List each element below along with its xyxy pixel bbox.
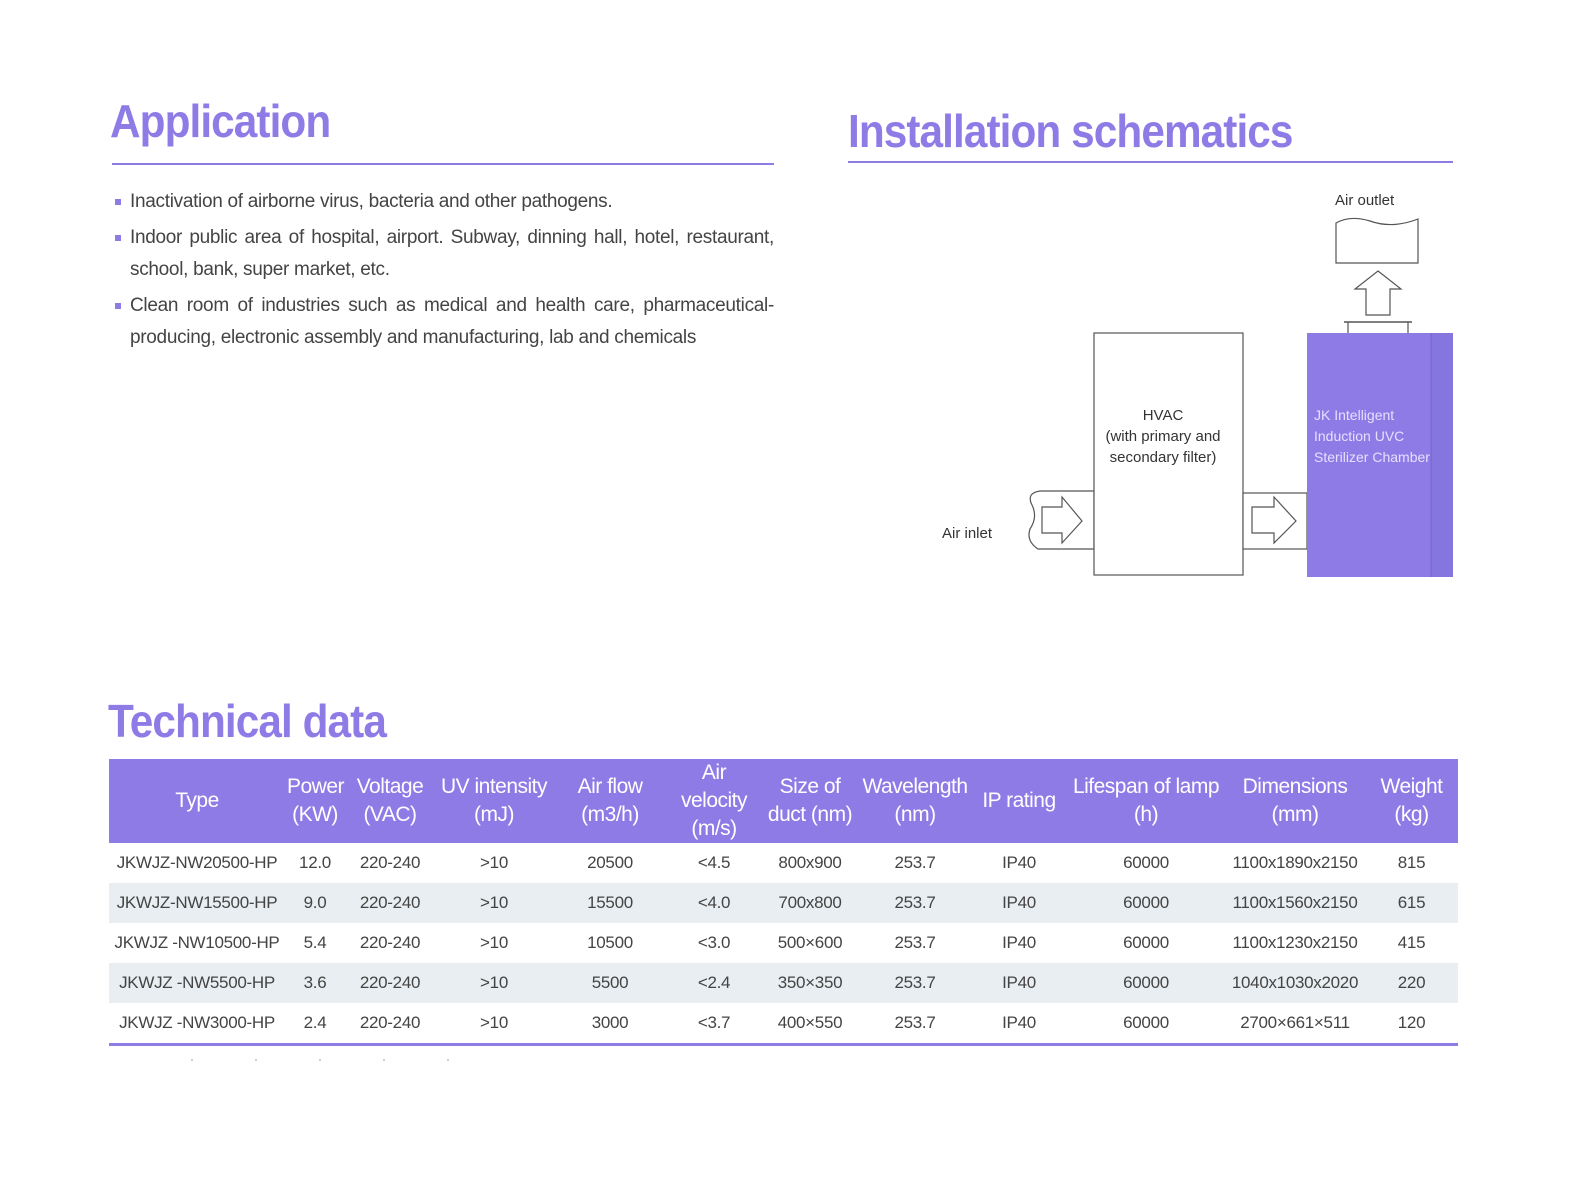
table-cell: JKWJZ -NW10500-HP	[114, 933, 280, 952]
table-cell: IP40	[1002, 853, 1036, 872]
table-cell: IP40	[971, 963, 1067, 1003]
application-bullet: Inactivation of airborne virus, bacteria and other pathogens.	[112, 186, 774, 218]
table-cell: 120	[1397, 1013, 1426, 1032]
technical-data-heading: Technical data	[108, 695, 386, 747]
table-cell: 253.7	[859, 883, 971, 923]
table-row	[109, 963, 1458, 1003]
air-outlet-hood	[1336, 218, 1418, 263]
table-cell: 1100x1890x2150	[1232, 853, 1358, 872]
table-body	[109, 843, 1458, 1045]
air-outlet-label: Air outlet	[1335, 192, 1395, 209]
table-cell: 2700×661×511	[1240, 1013, 1350, 1032]
table-cell: 220-240	[359, 1013, 421, 1032]
application-divider	[112, 163, 774, 165]
application-bullet: Clean room of industries such as medical and health care, pharmaceutical-producing, electronic assembly and manufacturing, lab and chemicals	[112, 290, 774, 354]
column-header: Dimensions (mm)	[1225, 759, 1365, 843]
table-cell: <2.4	[667, 963, 761, 1003]
table-cell: >10	[480, 1013, 508, 1032]
table-cell: >10	[480, 933, 508, 952]
table-cell: <4.5	[697, 853, 731, 872]
table-cell: <3.7	[697, 1013, 731, 1032]
hvac-label	[1088, 405, 1238, 468]
table-cell: 220-240	[345, 963, 435, 1003]
table-cell: 60000	[1067, 963, 1225, 1003]
installation-diagram-graphic	[930, 185, 1460, 605]
table-cell: 253.7	[894, 933, 936, 952]
table-cell: <4.0	[667, 883, 761, 923]
uvc-chamber-label: JK Intelligent Induction UVC Sterilizer Chamber	[1314, 407, 1430, 465]
table-cell: 400×550	[777, 1013, 843, 1032]
installation-diagram	[930, 185, 1460, 605]
table-cell: 15500	[553, 883, 667, 923]
table-cell: 60000	[1123, 853, 1169, 872]
table-cell: 253.7	[894, 853, 936, 872]
table-cell: 60000	[1123, 1013, 1169, 1032]
technical-data-table	[109, 759, 1458, 1046]
table-row	[109, 923, 1458, 963]
application-heading: Application	[110, 95, 331, 147]
table-row	[109, 883, 1458, 923]
hvac-subtitle: (with primary and secondary filter)	[1105, 428, 1221, 466]
footnote-dots	[160, 1058, 480, 1062]
table-cell: 1100x1230x2150	[1232, 933, 1358, 952]
table-row	[109, 843, 1458, 883]
table-row	[109, 1003, 1458, 1045]
table-cell: 1100x1560x2150	[1225, 883, 1365, 923]
table-cell: IP40	[971, 883, 1067, 923]
table-cell: JKWJZ-NW20500-HP	[116, 853, 278, 872]
column-header: Type	[109, 759, 285, 843]
column-header: Air velocity (m/s)	[667, 759, 761, 843]
table-cell: <3.0	[697, 933, 731, 952]
table-cell: >10	[435, 963, 553, 1003]
table-cell: 10500	[587, 933, 633, 952]
table-cell: >10	[480, 853, 508, 872]
table-cell: 5.4	[303, 933, 327, 952]
table-cell: 415	[1397, 933, 1426, 952]
table-cell: 1040x1030x2020	[1225, 963, 1365, 1003]
table-cell: JKWJZ -NW3000-HP	[119, 1013, 275, 1032]
table-cell: 500×600	[777, 933, 843, 952]
column-header: Air flow (m3/h)	[553, 759, 667, 843]
table-cell: 5500	[553, 963, 667, 1003]
table-cell: JKWJZ-NW15500-HP	[109, 883, 285, 923]
column-header: Lifespan of lamp (h)	[1067, 759, 1225, 843]
table-cell: 253.7	[859, 963, 971, 1003]
table-cell: IP40	[1002, 933, 1036, 952]
table-cell: 350×350	[761, 963, 859, 1003]
table-cell: 220-240	[345, 883, 435, 923]
hvac-title: HVAC	[1142, 407, 1184, 424]
table-cell: 615	[1365, 883, 1458, 923]
application-list	[112, 186, 774, 358]
table-cell: 3000	[591, 1013, 629, 1032]
uvc-chamber-side	[1431, 333, 1453, 577]
table-cell: 20500	[587, 853, 633, 872]
column-header: IP rating	[971, 759, 1067, 843]
table-cell: >10	[435, 883, 553, 923]
table-cell: 220-240	[359, 933, 421, 952]
table-cell: 60000	[1067, 883, 1225, 923]
table-cell: 700x800	[761, 883, 859, 923]
table-cell: 2.4	[303, 1013, 327, 1032]
schematics-heading: Installation schematics	[848, 105, 1293, 157]
column-header: Voltage (VAC)	[345, 759, 435, 843]
table-cell: IP40	[1002, 1013, 1036, 1032]
table-cell: JKWJZ -NW5500-HP	[109, 963, 285, 1003]
table-cell: 220-240	[359, 853, 421, 872]
table-cell: 220	[1365, 963, 1458, 1003]
arrow-up-icon	[1355, 271, 1401, 315]
table-cell: 815	[1397, 853, 1426, 872]
table-cell: 3.6	[285, 963, 345, 1003]
table-header-row	[109, 759, 1458, 843]
application-bullet: Indoor public area of hospital, airport. Subway, dinning hall, hotel, restaurant, school, bank, super market, etc.	[112, 222, 774, 286]
table-cell: 9.0	[285, 883, 345, 923]
column-header: Power (KW)	[285, 759, 345, 843]
air-inlet-label: Air inlet	[942, 525, 993, 542]
table-cell: 12.0	[299, 853, 331, 872]
table-cell: 253.7	[894, 1013, 936, 1032]
column-header: Weight (kg)	[1365, 759, 1458, 843]
schematics-divider	[848, 161, 1453, 163]
table-cell: 800x900	[778, 853, 842, 872]
column-header: UV intensity (mJ)	[435, 759, 553, 843]
column-header: Wavelength (nm)	[859, 759, 971, 843]
column-header: Size of duct (nm)	[761, 759, 859, 843]
table-cell: 60000	[1123, 933, 1169, 952]
